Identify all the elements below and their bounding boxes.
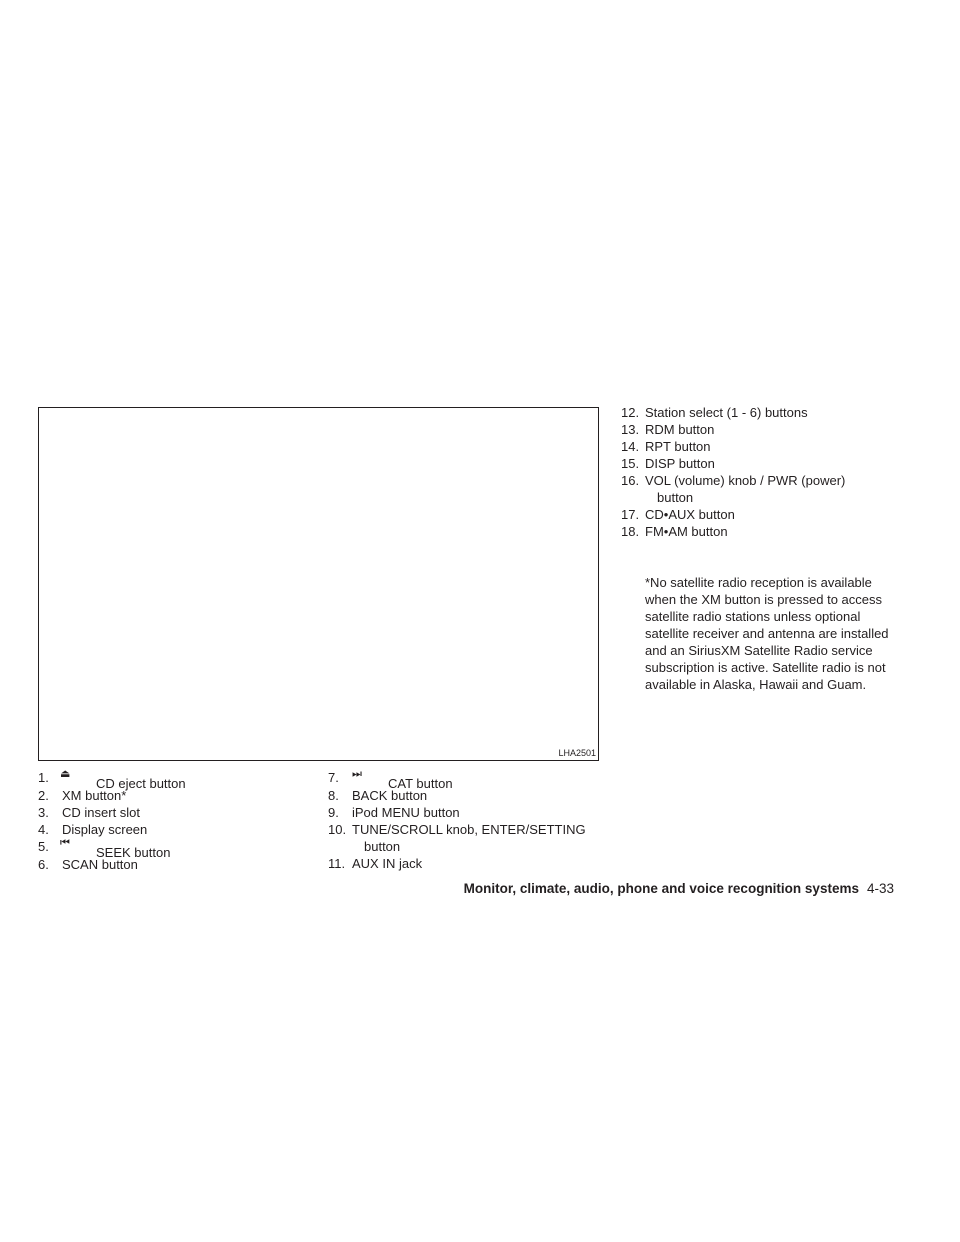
list-item-label: CD eject button	[96, 776, 186, 791]
legend-list-3	[621, 404, 921, 540]
list-item-label: SEEK button	[96, 845, 171, 860]
legend-list-1	[38, 769, 308, 873]
list-item: 7. ⏭ CAT button	[328, 768, 453, 791]
list-item: 13. RDM button	[621, 422, 715, 437]
list-item: 4. Display screen	[38, 822, 148, 837]
list-item: 11. AUX IN jack	[328, 856, 423, 871]
page-footer	[464, 881, 894, 896]
list-item: 16. VOL (volume) knob / PWR (power) button	[621, 473, 846, 505]
skip-forward-icon: ⏭	[352, 768, 362, 780]
figure-label: LHA2501	[558, 748, 596, 758]
seek-back-icon: ⏮	[60, 837, 70, 849]
satellite-footnote: *No satellite radio reception is available when the XM button is pressed to access satellite radio stations unless optional satellite receiver and antenna are installed and an SiriusXM Satellite Radio service subscription is active. Satellite radio is not available in Alaska, Hawaii and Guam.	[645, 575, 889, 692]
list-item: 8. BACK button	[328, 788, 428, 803]
list-item: 3. CD insert slot	[38, 805, 141, 820]
list-item: 17. CD•AUX button	[621, 507, 735, 522]
section-title: Monitor, climate, audio, phone and voice recognition systems	[463, 881, 859, 896]
page-number: 4-33	[866, 881, 894, 896]
list-item: 18. FM•AM button	[621, 524, 728, 539]
list-item: 2. XM button*	[38, 788, 127, 803]
list-item: 12. Station select (1 - 6) buttons	[621, 405, 808, 420]
list-item: 10. TUNE/SCROLL knob, ENTER/SETTING button	[328, 822, 586, 854]
figure-frame	[38, 407, 599, 761]
list-item: 1. ⏏ CD eject button	[38, 768, 186, 791]
list-item: 14. RPT button	[621, 439, 711, 454]
eject-icon: ⏏	[60, 768, 71, 780]
list-item-label: CAT button	[388, 776, 453, 791]
list-item: 15. DISP button	[621, 456, 715, 471]
list-item: 5. ⏮ SEEK button	[38, 837, 171, 860]
list-item: 9. iPod MENU button	[328, 805, 460, 820]
legend-list-2	[328, 769, 600, 872]
list-item: 6. SCAN button	[38, 857, 138, 872]
